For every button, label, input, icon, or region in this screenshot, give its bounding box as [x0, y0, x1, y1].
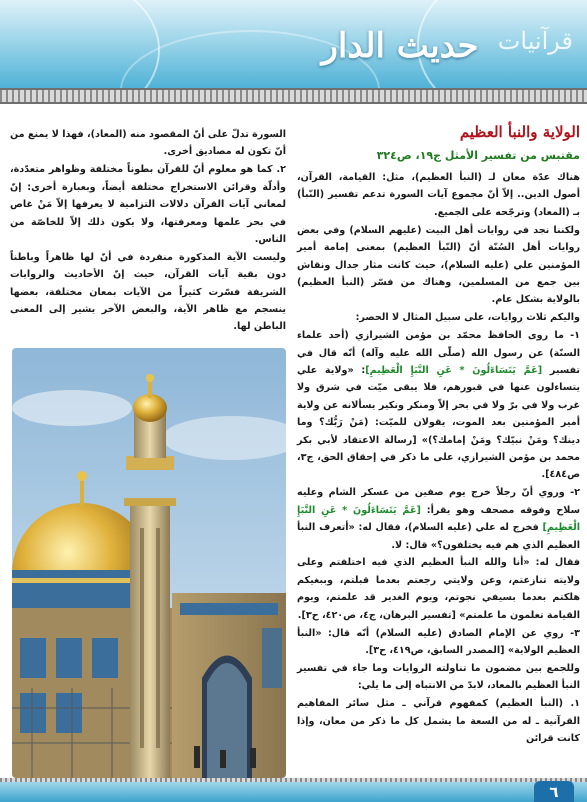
paragraph-text: وللجمع بين مضمون ما تناولته الروايات وما جاء في تفسير النبأ العظيم بالمعاد، لابدّ من الانتباه إلى ما يلي:: [297, 662, 580, 692]
paragraph-text: فخرج له علي (عليه السلام)، فقال له: «أتعرف النبأ العظيم الذي هم فيه يختلفون؟» قال: لا.: [297, 522, 580, 551]
paragraph-text: وليست الآية المذكورة منفردة في أنّ لها ظاهراً وباطناً دون بقية آيات القرآن، حيث إنّ الأحاديث والروايات الشريفة فسّرت كثيراً من الآيات بمعان مختلفة، بعضها ينسجم مع ظاهر الآية، والبعض الآخر يشير إلى المعنى الباطن لها.: [10, 251, 286, 333]
article-right-column: [297, 120, 580, 748]
paragraph-text: ولكننا نجد في روايات أهل البيت (عليهم السلام) وفي بعض روايات أهل السُنّة أنّ (النّبأ العظيم) بمعنى إمامة أمير المؤمنين علي (عليه السلام)، حيث كانت مثار جدال ونقاش بين جمع من المسلمين، وهناك من فسّر (النبأ العظيم) بالولاية بشكل عام.: [297, 224, 580, 306]
paragraph-text: ٢. كما هو معلوم أنّ للقرآن بطوناً مختلفة وظواهر متعدّدة، وأدلّة وقرائن الاستخراج مختلفة أيضاً، وبعبارة أخرى: إنّ لمعاني آيات القرآن دلالات التزامية لا يعرفها إلاّ مَنْ غاص في بحر علمها ومعرفتها، ولا يكون ذلك إلاّ للخاصّة من الناس.: [10, 164, 286, 245]
paragraph-text: فقال له: «أنا والله النبأ العظيم الذي فيه اختلفتم وعلى ولايته تنازعتم، وعن ولايتي رجعتم بعدما قبلتم، وببغيكم هلكتم بعدما بسيفي نجوتم، ويوم الغدير قد علمتم، ويوم القيامة تعلمون ما علمتم» [تفسير البرهان، ج٤، ص٤٢٠، ح٣].: [297, 557, 580, 621]
paragraph: [10, 161, 286, 248]
right-column-paragraphs: [297, 169, 580, 747]
paragraph: [297, 169, 580, 221]
quran-verse: [عَمَّ يَتَسَاءَلُونَ * عَنِ النَّبَإِ الْعَظِيمِ]: [297, 504, 580, 534]
paragraph: [297, 625, 580, 660]
paragraph-text: ١- ما روى الحافظ محمّد بن مؤمن الشيرازي (أحد علماء السنّة) عن رسول الله (صلّى الله عليه وآله) أنّه قال في تفسير: [297, 330, 581, 376]
page-footer: [0, 782, 587, 802]
paragraph-text: السورة تدلّ على أنّ المقصود منه (المعاد)، فهذا لا يمنع من أنّ تكون له مصاديق أخرى.: [9, 129, 286, 158]
paragraph: [297, 695, 580, 747]
paragraph: [297, 309, 580, 326]
paragraph-text: ١. (النبأ العظيم) كمفهوم قرآني ـ مثل سائر المفاهيم القرآنية ـ له من السعة ما يشمل كل ما ذكر من معان، وإذا كانت قرائن: [297, 698, 580, 744]
paragraph: [10, 249, 286, 336]
section-title: حديث الدار: [321, 26, 479, 66]
page-header: [0, 0, 587, 88]
paragraph: [297, 660, 580, 695]
paragraph-text: واليكم ثلاث روايات، على سبيل المثال لا الحصر:: [355, 312, 580, 324]
paragraph-text: ٣- روي عن الإمام الصادق (عليه السلام) أنّه قال: «النبأ العظيم الولاية» [المصدر السابق، ص٤١٩، ح٣].: [297, 627, 580, 656]
article-subtitle: مقتبس من تفسير الأمثل ج١٩، ص٣٢٤: [376, 149, 580, 162]
paragraph: [10, 126, 286, 161]
paragraph: [297, 484, 580, 554]
quran-verse: [عَمَّ يَتَسَاءَلُونَ * عَنِ النَّبَإِ الْعَظِيمِ]: [365, 364, 543, 376]
paragraph: [297, 554, 580, 624]
article-left-column: [10, 126, 286, 336]
paragraph: [297, 222, 580, 309]
shrine-photo: [12, 348, 286, 778]
article-title: الولاية والنبأ العظيم: [459, 123, 580, 141]
paragraph-text: هناك عدّة معان لـ (النبأ العظيم)، مثل: القيامة، القرآن، أصول الدين.. إلاّ أنّ مجموع آيات السورة تدعم تفسير (النّبأ) بـ (المعاد) وترجّحه على الجميع.: [297, 172, 580, 218]
paragraph-text: ٢- وروي أنّ رجلاً خرج يوم صفين من عسكر الشام وعليه سلاح وفوقه مصحف وهو يقرأ:: [297, 487, 581, 516]
header-calligraphy-logo: قرآنيات: [497, 27, 573, 55]
paragraph: [297, 327, 580, 484]
paragraph-text: : «ولاية علي يتساءلون عنها في قبورهم، فلا يبقى ميّت في شرق ولا غرب ولا في برّ ولا في بحر إلاّ ومنكر ونكير يسألانه عن ولاية أمير المؤمنين بعد الموت، يقولان للميّت: (مَنْ رَبُّك؟ وما دينك؟ ومَنْ نبيّك؟ ومَنْ إمامك؟)» [رسالة الاعتقاد لأبي بكر محمد بن مؤمن الشيرازي، على ما ذكر في إحقاق الحق، ج٣، ص٤٨٤].: [297, 364, 580, 481]
left-column-paragraphs: [10, 126, 286, 336]
page-number: ٦: [534, 781, 574, 802]
header-ornament-border: [0, 88, 587, 104]
